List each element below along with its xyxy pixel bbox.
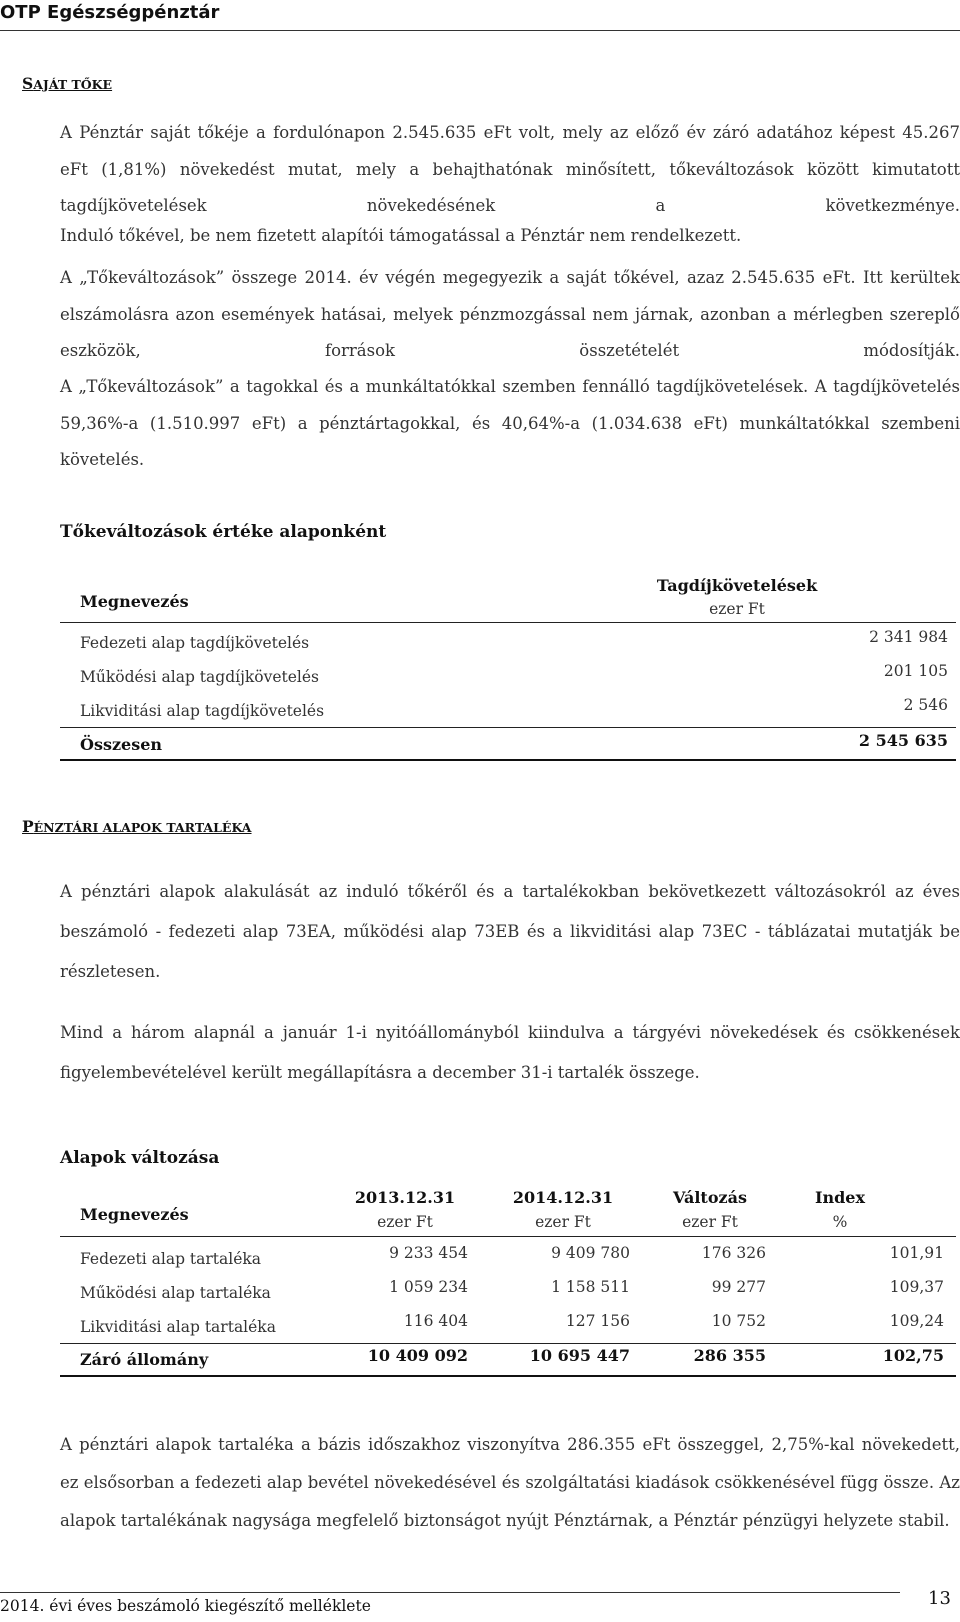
table2-header-rule xyxy=(60,1236,956,1237)
section-title-penztari-alapok xyxy=(22,817,252,836)
table2-header-2013: 2013.12.31 xyxy=(354,1188,456,1207)
table-cell-index: 109,24 xyxy=(889,1312,944,1330)
table1-total-value: 2 545 635 xyxy=(858,731,948,750)
table2-total-index: 102,75 xyxy=(882,1346,944,1365)
paragraph-reserve-calculation: Mind a három alapnál a január 1-i nyitóállományból kiindulva a tárgyévi növekedések és csökkenések figyelembevételével került megállapításra a december 31-i tartalék összege. xyxy=(60,1023,960,1082)
paragraph-initial-capital: Induló tőkével, be nem fizetett alapítói támogatással a Pénztár nem rendelkezett. xyxy=(60,226,742,245)
section-title-sajat-toke xyxy=(22,74,112,93)
table-cell-2014: 1 158 511 xyxy=(551,1278,630,1296)
table2-total-2013: 10 409 092 xyxy=(367,1346,468,1365)
section-title-lead: P xyxy=(22,817,34,836)
table1-header-rule xyxy=(60,622,956,623)
table-row-name: Likviditási alap tagdíjkövetelés xyxy=(80,702,325,720)
table2-header-index: Index xyxy=(814,1188,866,1207)
table-cell-change: 99 277 xyxy=(711,1278,766,1296)
table2-header-2014: 2014.12.31 xyxy=(512,1188,614,1207)
table2-unit-change: ezer Ft xyxy=(682,1213,738,1231)
table-cell-2013: 1 059 234 xyxy=(389,1278,468,1296)
table-row-name: Likviditási alap tartaléka xyxy=(80,1318,276,1336)
table2-header-name: Megnevezés xyxy=(80,1205,189,1224)
table2-header-change: Változás xyxy=(673,1188,747,1207)
paragraph-reserve-growth: A pénztári alapok tartaléka a bázis időszakhoz viszonyítva 286.355 eFt összeggel, 2,75%-kal növekedett, ez elsősorban a fedezeti alap bevétel növekedésével és szolgáltatási kiadások csökkenésével függ össze. Az alapok tartalékának nagysága megfelelő biztonságot nyújt Pénztárnak, a Pénztár pénzügyi helyzete stabil. xyxy=(60,1435,960,1530)
table2-total-name: Záró állomány xyxy=(80,1350,209,1369)
table-cell-index: 109,37 xyxy=(889,1278,944,1296)
table2-total-2014: 10 695 447 xyxy=(529,1346,630,1365)
header-divider xyxy=(0,30,960,31)
table2-unit-index: % xyxy=(832,1213,848,1231)
document-header-title: OTP Egészségpénztár xyxy=(0,2,220,23)
section-title-rest: ÉNZTÁRI ALAPOK TARTALÉKA xyxy=(33,820,252,835)
section-title-rest: AJÁT TŐKE xyxy=(33,77,113,92)
table-cell-2014: 127 156 xyxy=(565,1312,630,1330)
table1-header-unit: ezer Ft xyxy=(709,600,765,618)
paragraph-capital-changes: A „Tőkeváltozások” összege 2014. év végén megegyezik a saját tőkével, azaz 2.545.635 eFt. Itt kerültek elszámolásra azon események hatásai, melyek pénzmozgással nem járnak, azonban a mérlegben szereplő eszközök, források összetételét módosítják. xyxy=(60,268,960,360)
table-cell-change: 10 752 xyxy=(711,1312,766,1330)
page-number: 13 xyxy=(928,1588,951,1609)
paragraph-own-capital: A Pénztár saját tőkéje a fordulónapon 2.545.635 eFt volt, mely az előző év záró adatához képest 45.267 eFt (1,81%) növekedést mutat, mely a behajthatónak minősített, tőkeváltozások között kimutatott tagdíjkövetelések növekedésének a következménye. xyxy=(60,123,960,215)
table-cell-2013: 9 233 454 xyxy=(389,1244,468,1262)
section-title-lead: S xyxy=(22,74,34,93)
table-row-value: 201 105 xyxy=(883,662,948,680)
table-cell-2014: 9 409 780 xyxy=(551,1244,630,1262)
table-title-fund-changes: Alapok változása xyxy=(60,1148,220,1168)
table-row-value: 2 341 984 xyxy=(869,628,948,646)
table2-unit-2014: ezer Ft xyxy=(535,1213,591,1231)
table-row-name: Fedezeti alap tagdíjkövetelés xyxy=(80,634,310,652)
table-row-value: 2 546 xyxy=(903,696,948,714)
table1-header-name: Megnevezés xyxy=(80,592,189,611)
table-row-name: Működési alap tagdíjkövetelés xyxy=(80,668,320,686)
paragraph-receivables: A „Tőkeváltozások” a tagokkal és a munkáltatókkal szemben fennálló tagdíjkövetelések. A tagdíjkövetelés 59,36%-a (1.510.997 eFt) a pénztártagokkal, és 40,64%-a (1.034.638 eFt) munkáltatókkal szembeni követelés. xyxy=(60,377,960,469)
table-row-name: Fedezeti alap tartaléka xyxy=(80,1250,262,1268)
table-row-name: Működési alap tartaléka xyxy=(80,1284,271,1302)
table2-total-rule xyxy=(60,1343,956,1344)
table-cell-index: 101,91 xyxy=(889,1244,944,1262)
table2-bottom-rule xyxy=(60,1375,956,1377)
table1-total-rule xyxy=(60,727,956,728)
table-cell-change: 176 326 xyxy=(701,1244,766,1262)
footer-divider xyxy=(0,1592,900,1593)
table1-bottom-rule xyxy=(60,759,956,761)
table-cell-2013: 116 404 xyxy=(403,1312,468,1330)
table-title-capital-changes: Tőkeváltozások értéke alaponként xyxy=(60,522,387,542)
table2-unit-2013: ezer Ft xyxy=(377,1213,433,1231)
table1-total-name: Összesen xyxy=(80,735,163,754)
paragraph-fund-development: A pénztári alapok alakulását az induló tőkéről és a tartalékokban bekövetkezett változásokról az éves beszámoló - fedezeti alap 73EA, működési alap 73EB és a likviditási alap 73EC - táblázatai mutatják be részletesen. xyxy=(60,882,960,981)
table1-header-value: Tagdíjkövetelések xyxy=(656,576,818,595)
table2-total-change: 286 355 xyxy=(693,1346,766,1365)
footer-text: 2014. évi éves beszámoló kiegészítő melléklete xyxy=(0,1597,371,1615)
